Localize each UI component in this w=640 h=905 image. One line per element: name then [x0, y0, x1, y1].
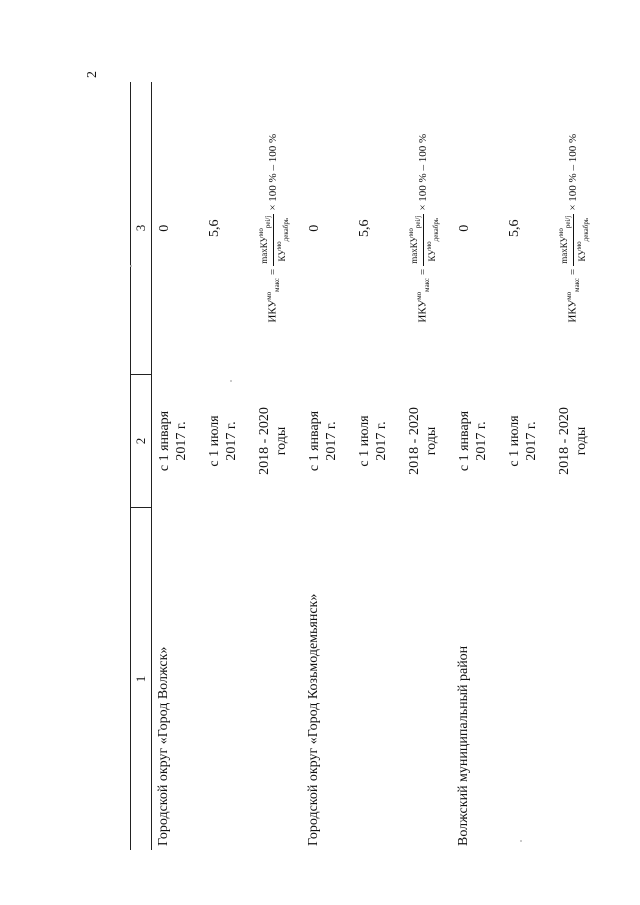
period-line-1: с 1 января — [457, 410, 472, 472]
period-line-1: с 1 июля — [207, 415, 222, 467]
period-line-1: 2018 - 2020 — [557, 407, 572, 475]
table-row — [302, 82, 452, 850]
formula-tail: × 100 % – 100 % — [416, 133, 429, 211]
period-text — [502, 375, 552, 508]
period-line-1: 2018 - 2020 — [407, 407, 422, 475]
period-line-2: 2017 г. — [474, 421, 489, 461]
period-line-2: годы — [274, 426, 289, 456]
period-line-2: 2017 г. — [374, 421, 389, 461]
header-col-2: 2 — [131, 375, 152, 508]
period-text — [402, 375, 452, 508]
period-text — [352, 375, 402, 508]
formula-fraction — [406, 214, 441, 266]
table-row — [452, 82, 602, 850]
period-line-1: с 1 июля — [357, 415, 372, 467]
header-col-1: 1 — [131, 508, 152, 851]
scan-speck — [520, 840, 522, 842]
formula-lhs: $ИКУ^{мо}_{макс}$ — [264, 277, 281, 323]
formula-eq: = — [416, 268, 429, 275]
period-cell — [302, 375, 452, 508]
period-line-2: 2017 г. — [224, 421, 239, 461]
period-line-1: с 1 июля — [507, 415, 522, 467]
value-text: 0 — [157, 224, 172, 232]
formula-numerator: maxКУ$^{мо}_{pei/j}$ — [407, 215, 422, 264]
index-formula — [406, 134, 441, 323]
formula-lhs: $ИКУ^{мо}_{макс}$ — [414, 277, 431, 323]
formula-denominator: $КУ^{мо}_{декабрь}$ — [424, 217, 440, 262]
rotated-table-wrapper — [130, 90, 610, 850]
period-line-1: с 1 января — [157, 410, 172, 472]
municipality-name: Городской округ «Город Волжск» — [156, 646, 171, 846]
period-line-2: 2017 г. — [324, 421, 339, 461]
table-body — [152, 82, 603, 850]
scan-speck — [230, 380, 232, 382]
header-col-3: 3 — [131, 82, 152, 375]
period-text — [452, 375, 502, 508]
value-cell — [152, 82, 303, 375]
formula-numerator: maxКУ$^{мо}_{pei/j}$ — [257, 215, 272, 264]
value-text: 5,6 — [357, 219, 372, 237]
value-text — [402, 82, 452, 375]
formula-tail: × 100 % – 100 % — [266, 133, 279, 211]
value-text: 5,6 — [507, 219, 522, 237]
period-text — [302, 375, 352, 508]
value-text: 0 — [457, 224, 472, 232]
period-cell — [152, 375, 303, 508]
formula-eq: = — [566, 268, 579, 275]
period-line-2: 2017 г. — [524, 421, 539, 461]
page-number: 2 — [85, 71, 100, 78]
period-line-2: 2017 г. — [174, 421, 189, 461]
formula-eq: = — [266, 268, 279, 275]
value-cell — [452, 82, 602, 375]
value-text: 0 — [307, 224, 322, 232]
period-line-2: годы — [574, 426, 589, 456]
header-row — [131, 82, 152, 850]
period-text — [552, 375, 602, 508]
scan-speck — [130, 265, 132, 267]
value-text — [552, 82, 602, 375]
period-cell — [452, 375, 602, 508]
tariff-table — [130, 82, 602, 850]
index-formula — [256, 134, 291, 323]
table-row — [152, 82, 303, 850]
formula-denominator: $КУ^{мо}_{декабрь}$ — [274, 217, 290, 262]
period-line-1: 2018 - 2020 — [257, 407, 272, 475]
value-text — [252, 82, 302, 375]
formula-tail: × 100 % – 100 % — [566, 133, 579, 211]
period-text — [252, 375, 302, 508]
value-text: 5,6 — [207, 219, 222, 237]
formula-fraction — [556, 214, 591, 266]
formula-numerator: maxКУ$^{мо}_{pei/j}$ — [557, 215, 572, 264]
formula-denominator: $КУ^{мо}_{декабрь}$ — [574, 217, 590, 262]
period-line-2: годы — [424, 426, 439, 456]
formula-lhs: $ИКУ^{мо}_{макс}$ — [564, 277, 581, 323]
period-text — [202, 375, 252, 508]
municipality-name: Волжский муниципальный район — [456, 645, 471, 846]
period-text — [152, 375, 202, 508]
period-line-1: с 1 января — [307, 410, 322, 472]
formula-fraction — [256, 214, 291, 266]
municipality-name: Городской округ «Город Козьмодемьянск» — [306, 593, 321, 846]
value-cell — [302, 82, 452, 375]
index-formula — [556, 134, 591, 323]
